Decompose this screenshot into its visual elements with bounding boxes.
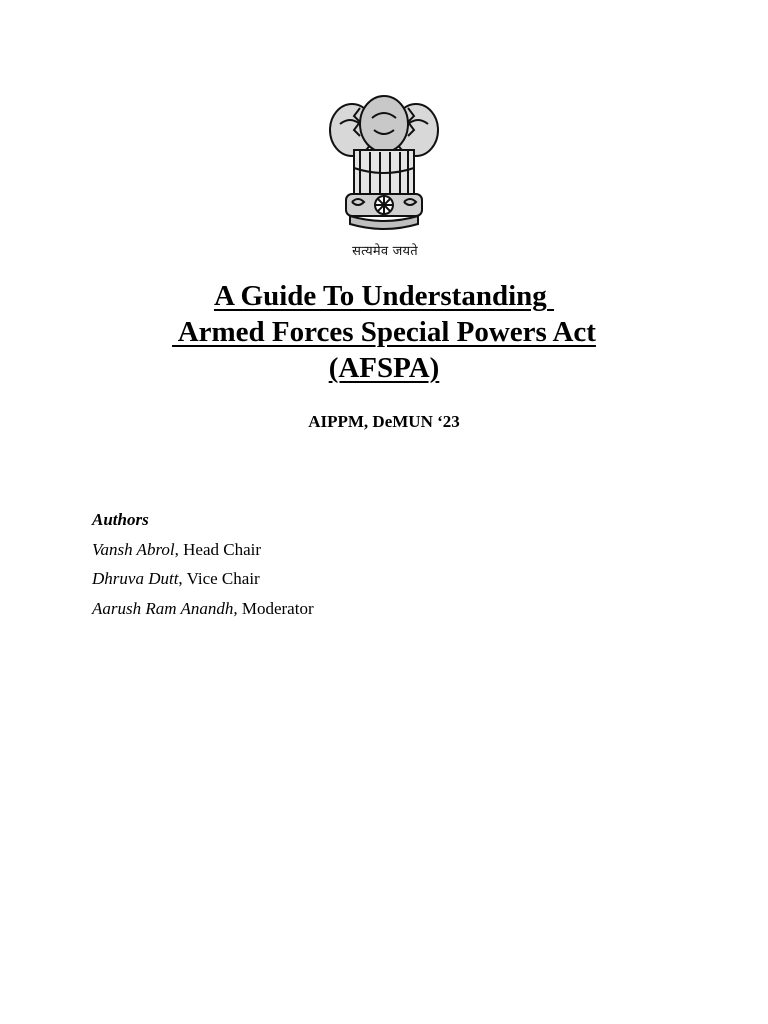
title-line-2: Armed Forces Special Powers Act xyxy=(172,316,596,348)
title-line-1: A Guide To Understanding xyxy=(213,280,555,312)
author-role: , Vice Chair xyxy=(178,569,260,588)
document-title xyxy=(0,278,768,386)
author-name: Aarush Ram Anandh, xyxy=(92,598,238,618)
state-emblem-icon xyxy=(314,88,454,238)
emblem-block xyxy=(228,84,542,262)
author-role: , Head Chair xyxy=(174,539,262,559)
committee-subtitle: AIPPM, DeMUN ‘23 xyxy=(308,412,460,431)
author-row xyxy=(92,594,314,624)
author-row xyxy=(92,564,314,594)
title-line-3: (AFSPA) xyxy=(328,352,440,384)
author-role: Moderator xyxy=(237,598,314,618)
author-name: Vansh Abrol xyxy=(92,539,175,559)
authors-heading: Authors xyxy=(92,510,149,529)
author-row xyxy=(92,535,314,565)
authors-section xyxy=(92,505,314,623)
author-name: Dhruva Dutt xyxy=(92,569,179,588)
emblem-motto: सत्यमेव जयते xyxy=(352,244,418,259)
